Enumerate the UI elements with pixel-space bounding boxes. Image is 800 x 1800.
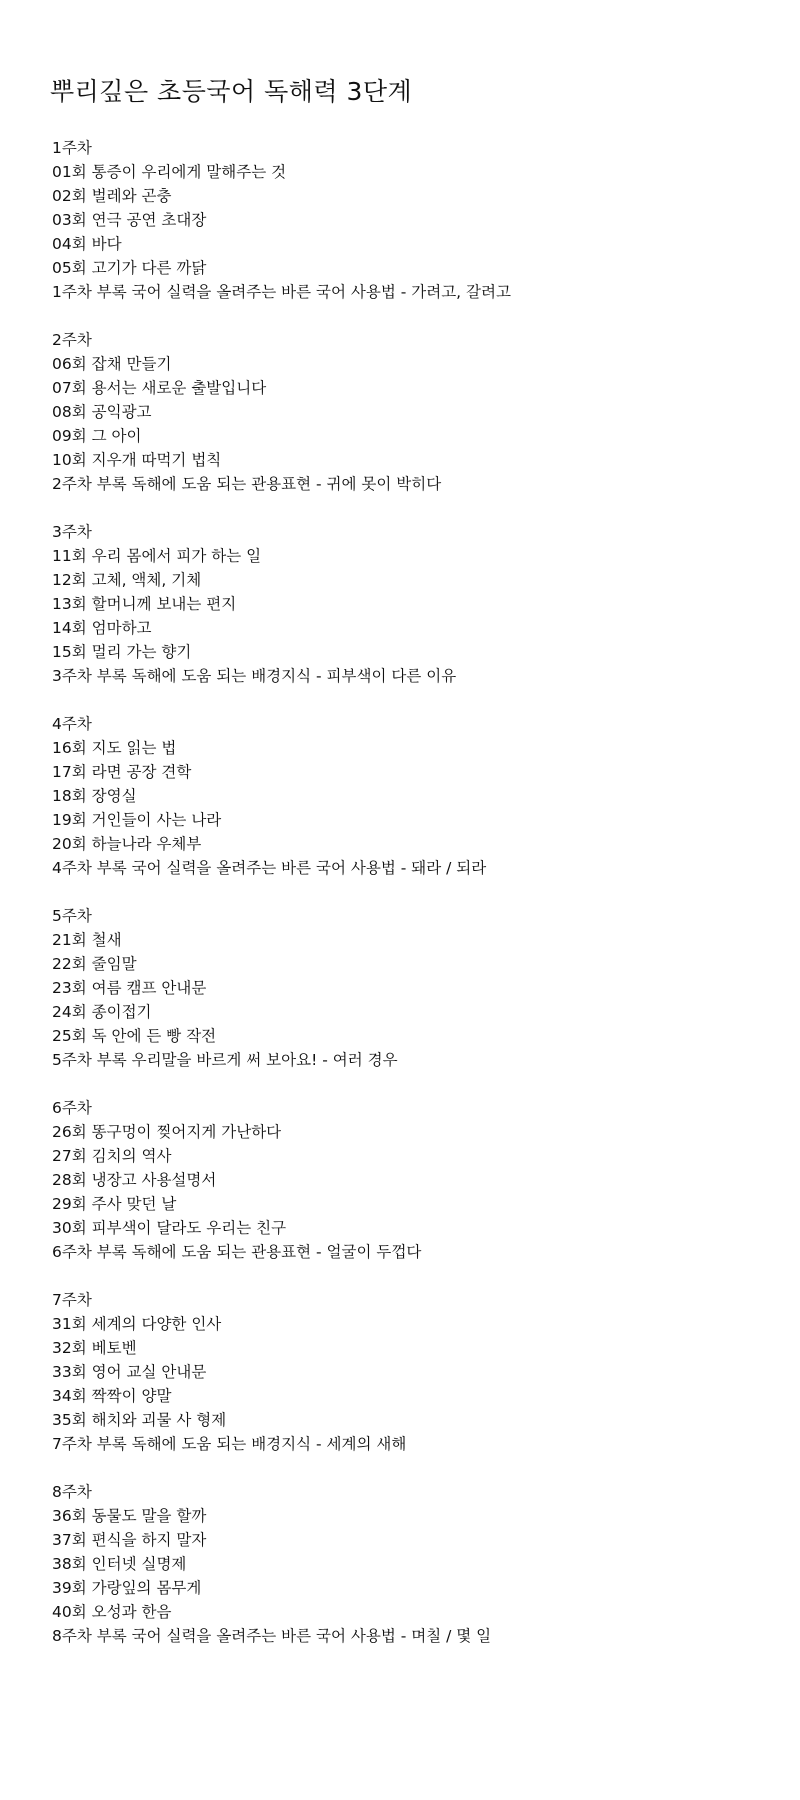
week-heading: 7주차 (52, 1291, 92, 1309)
lesson-item: 24회 종이접기 (52, 1003, 152, 1021)
lesson-item: 21회 철새 (52, 931, 122, 949)
lesson-item: 05회 고기가 다른 까닭 (52, 259, 207, 277)
week-heading: 4주차 (52, 715, 92, 733)
lesson-item: 23회 여름 캠프 안내문 (52, 979, 207, 997)
lesson-item: 09회 그 아이 (52, 427, 142, 445)
week-appendix: 6주차 부록 독해에 도움 되는 관용표현 - 얼굴이 두껍다 (52, 1243, 422, 1261)
lesson-item: 26회 똥구멍이 찢어지게 가난하다 (52, 1123, 282, 1141)
table-of-contents (52, 136, 772, 1672)
week-appendix: 7주차 부록 독해에 도움 되는 배경지식 - 세계의 새해 (52, 1435, 407, 1453)
week-section-6 (52, 1096, 772, 1264)
week-section-3 (52, 520, 772, 688)
lesson-item: 30회 피부색이 달라도 우리는 친구 (52, 1219, 287, 1237)
week-appendix: 1주차 부록 국어 실력을 올려주는 바른 국어 사용법 - 가려고, 갈려고 (52, 283, 511, 301)
lesson-item: 33회 영어 교실 안내문 (52, 1363, 207, 1381)
week-section-1 (52, 136, 772, 304)
week-appendix: 4주차 부록 국어 실력을 올려주는 바른 국어 사용법 - 돼라 / 되라 (52, 859, 487, 877)
week-appendix: 5주차 부록 우리말을 바르게 써 보아요! - 여러 경우 (52, 1051, 398, 1069)
lesson-item: 40회 오성과 한음 (52, 1603, 172, 1621)
lesson-item: 28회 냉장고 사용설명서 (52, 1171, 217, 1189)
week-section-2 (52, 328, 772, 496)
week-heading: 2주차 (52, 331, 92, 349)
lesson-item: 11회 우리 몸에서 피가 하는 일 (52, 547, 262, 565)
lesson-item: 34회 짝짝이 양말 (52, 1387, 172, 1405)
lesson-item: 16회 지도 읽는 법 (52, 739, 177, 757)
lesson-item: 17회 라면 공장 견학 (52, 763, 192, 781)
week-section-8 (52, 1480, 772, 1648)
lesson-item: 02회 벌레와 곤충 (52, 187, 172, 205)
week-appendix: 3주차 부록 독해에 도움 되는 배경지식 - 피부색이 다른 이유 (52, 667, 457, 685)
week-heading: 3주차 (52, 523, 92, 541)
lesson-item: 18회 장영실 (52, 787, 137, 805)
lesson-item: 35회 해치와 괴물 사 형제 (52, 1411, 227, 1429)
lesson-item: 27회 김치의 역사 (52, 1147, 172, 1165)
lesson-item: 07회 용서는 새로운 출발입니다 (52, 379, 267, 397)
lesson-item: 12회 고체, 액체, 기체 (52, 571, 202, 589)
lesson-item: 03회 연극 공연 초대장 (52, 211, 207, 229)
week-appendix: 2주차 부록 독해에 도움 되는 관용표현 - 귀에 못이 박히다 (52, 475, 442, 493)
lesson-item: 08회 공익광고 (52, 403, 152, 421)
lesson-item: 06회 잡채 만들기 (52, 355, 172, 373)
page-title: 뿌리깊은 초등국어 독해력 3단계 (50, 77, 413, 106)
lesson-item: 15회 멀리 가는 향기 (52, 643, 192, 661)
lesson-item: 38회 인터넷 실명제 (52, 1555, 187, 1573)
lesson-item: 04회 바다 (52, 235, 122, 253)
week-heading: 8주차 (52, 1483, 92, 1501)
week-section-7 (52, 1288, 772, 1456)
lesson-item: 14회 엄마하고 (52, 619, 152, 637)
lesson-item: 01회 통증이 우리에게 말해주는 것 (52, 163, 287, 181)
week-heading: 5주차 (52, 907, 92, 925)
week-heading: 1주차 (52, 139, 92, 157)
lesson-item: 39회 가랑잎의 몸무게 (52, 1579, 202, 1597)
lesson-item: 19회 거인들이 사는 나라 (52, 811, 222, 829)
lesson-item: 32회 베토벤 (52, 1339, 137, 1357)
lesson-item: 36회 동물도 말을 할까 (52, 1507, 207, 1525)
lesson-item: 13회 할머니께 보내는 편지 (52, 595, 237, 613)
week-section-4 (52, 712, 772, 880)
lesson-item: 37회 편식을 하지 말자 (52, 1531, 207, 1549)
lesson-item: 31회 세계의 다양한 인사 (52, 1315, 222, 1333)
week-section-5 (52, 904, 772, 1072)
lesson-item: 10회 지우개 따먹기 법칙 (52, 451, 222, 469)
lesson-item: 22회 줄임말 (52, 955, 137, 973)
week-heading: 6주차 (52, 1099, 92, 1117)
lesson-item: 20회 하늘나라 우체부 (52, 835, 202, 853)
lesson-item: 29회 주사 맞던 날 (52, 1195, 177, 1213)
lesson-item: 25회 독 안에 든 빵 작전 (52, 1027, 217, 1045)
week-appendix: 8주차 부록 국어 실력을 올려주는 바른 국어 사용법 - 며칠 / 몇 일 (52, 1627, 492, 1645)
